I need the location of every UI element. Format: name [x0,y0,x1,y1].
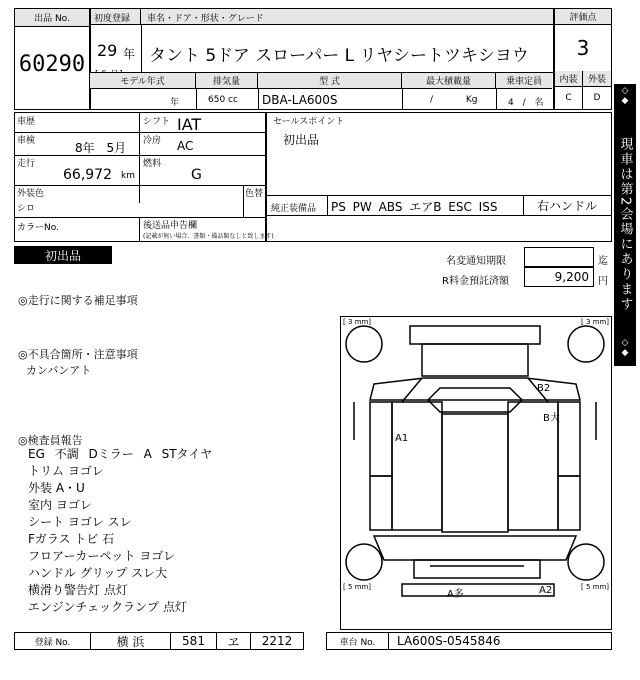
exterior-value: D [593,93,601,103]
color-no-label: カラーNo. [17,223,59,233]
chassis-box [326,632,612,650]
doc-label: 後送品申告欄 [143,221,198,231]
recycle-value: 9,200 [554,270,589,284]
plate-region: 横 浜 [91,633,171,649]
first-reg-year: 29 [97,41,118,60]
type-value: DBA-LA600S [262,93,338,107]
sales-point-label: セールスポイント [273,117,345,127]
interior-value: C [555,87,583,109]
supplement-title: ◎走行に関する補足事項 [18,294,138,307]
plate-class: 581 [171,633,217,649]
grade-label: 評価点 [555,9,611,25]
plate-label: 登録 No. [15,633,91,649]
inspector-line: エンジンチェックランプ 点灯 [28,600,187,614]
inspector-line: Fガラス トビ 石 [28,532,115,546]
inspector-line: シート ヨゴレ スレ [28,515,132,529]
year-unit: 年 [123,47,136,61]
car-outline [340,316,612,630]
fuel-value: G [191,167,202,183]
cooler-value: AC [177,139,194,153]
recycle-label: R料金預託済額 [442,276,509,287]
defects-line: カンバンアト [26,364,92,377]
chassis-label: 車台 No. [327,633,389,649]
defects-title: ◎不具合箇所・注意事項 [18,348,138,361]
inspection-value: 8年 5月 [75,141,127,155]
side-note-text: 現車は第2会場にあります [617,137,633,313]
spec-row [90,72,554,110]
grade-box [554,8,612,110]
inspection-label: 車検 [17,136,36,146]
equipment-label: 純正装備品 [271,204,317,214]
damage-mark: A2 [539,585,553,596]
model-year-label: モデル年式 [90,73,196,89]
side-note-bottom: ◇◆ [620,338,630,358]
mileage-label: 走行 [17,159,36,169]
lot-label: 出品 No. [15,9,89,27]
shift-label: シフト [143,117,171,127]
car-diagram [340,316,612,630]
tire-tread-rear-left: [ 5 mm] [343,583,372,591]
tire-tread-front-left: [ 3 mm] [343,318,372,326]
plate-kana: ヱ [217,633,251,649]
sales-point-value: 初出品 [283,133,320,147]
inspector-report [28,446,212,616]
tire-tread-rear-right: [ 5 mm] [580,583,609,591]
inspector-line: 横滑り警告灯 点灯 [28,583,128,597]
inspector-line: フロアーカーペット ヨゴレ [28,549,176,563]
fuel-label: 燃料 [143,159,162,169]
color-value: シロ [17,204,36,214]
mileage-value: 66,972 [63,167,112,183]
details-left [14,112,274,242]
capacity-value: 4 / 名 [508,98,544,108]
transfer-box [524,247,594,267]
transfer-unit: 迄 [598,256,608,267]
damage-mark: A多 [447,589,464,600]
history-label: 車歴 [17,117,36,127]
plate-number: 2212 [261,634,293,648]
shift-value: IAT [177,115,202,134]
recycle-box [524,267,594,287]
recolor-label: 色替 [245,189,264,199]
car-name: タント 5ドア スローパー L リヤシートツキシヨウ [149,46,529,66]
lot-number: 60290 [18,51,86,77]
damage-mark: A1 [395,433,409,444]
side-note-top: ◇◆ [620,86,630,106]
inspector-title: ◎検査員報告 [18,434,83,447]
load-label: 最大積載量 [402,73,496,89]
cooler-label: 冷房 [143,136,162,146]
inspector-line: ハンドル グリップ スレ大 [28,566,168,580]
displacement-value: 650 cc [208,95,238,105]
damage-mark: B2 [537,383,551,394]
mileage-unit: km [121,171,135,181]
displacement-label: 排気量 [196,73,258,89]
lot-box [14,8,90,110]
doc-note: (記載が無い場合、書類・備品類なしと致します) [143,233,274,240]
recycle-unit: 円 [598,276,608,287]
car-name-label: 車名・ドア・形状・グレード [141,9,553,25]
equipment-value: PS PW ABS エアB ESC ISS [331,200,498,214]
interior-label: 内装 [555,71,583,87]
exterior-label: 外装 [583,71,611,87]
inspector-line: トリム ヨゴレ [28,464,104,478]
tire-tread-front-right: [ 3 mm] [580,318,609,326]
details-right [266,112,612,242]
load-value: / Kg [430,95,478,105]
first-reg-label: 初度登録 [91,9,141,25]
color-label: 外装色 [17,189,45,199]
capacity-label: 乗車定員 [496,73,552,89]
transfer-label: 名変通知期限 [446,256,506,267]
model-year-unit: 年 [170,98,180,108]
inspector-line: 外装 A・U [28,481,85,495]
side-note [614,84,636,366]
steering-value: 右ハンドル [536,199,597,213]
inspector-line: 室内 ヨゴレ [28,498,92,512]
chassis-value: LA600S-0545846 [397,634,501,648]
grade-value: 3 [576,36,590,60]
plate-box [14,632,304,650]
first-listing-badge: 初出品 [14,246,112,264]
damage-mark: B大 [543,413,560,424]
inspector-line: EG 不調 Dミラー A STタイヤ [28,447,213,461]
type-label: 型 式 [258,73,402,89]
